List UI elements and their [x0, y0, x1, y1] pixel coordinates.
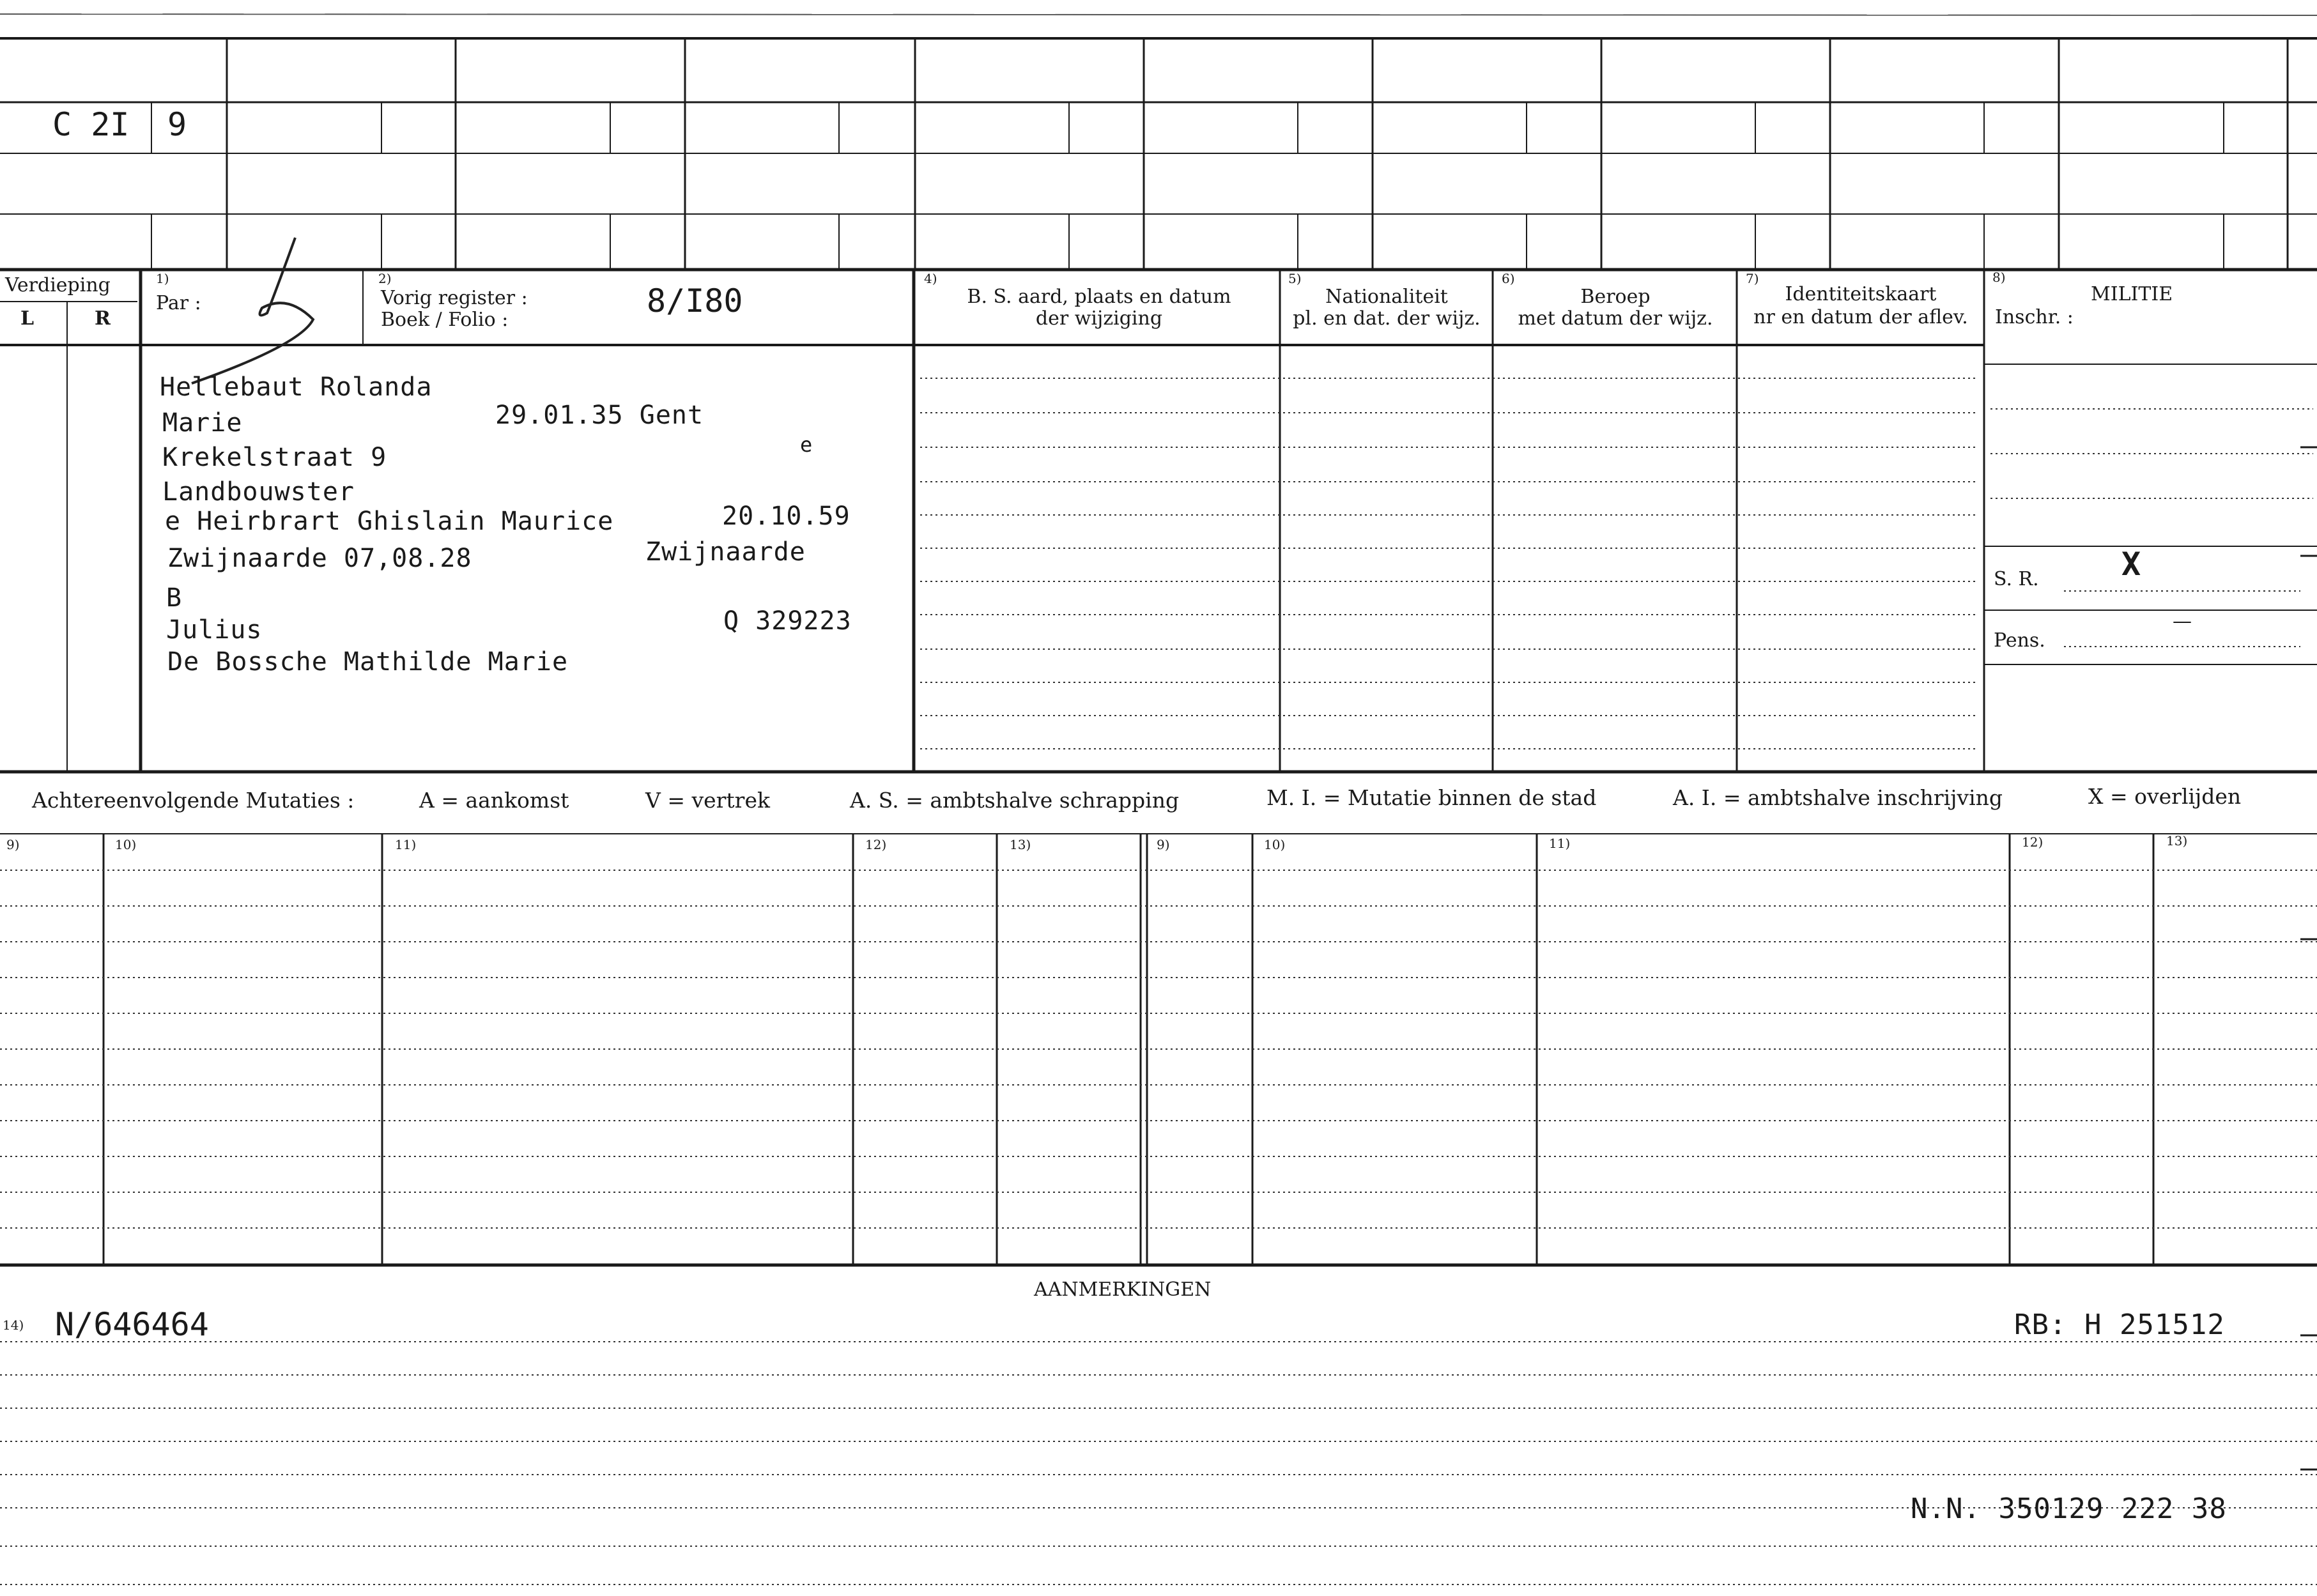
mutation-col-13: 13): [1010, 837, 1031, 852]
mutation-col-10: 10): [115, 837, 137, 852]
remarks-number: 14): [3, 1317, 24, 1333]
person-mark-e: e: [800, 433, 813, 457]
par-label: Par :: [156, 292, 201, 314]
inschrijving-label: Inschr. :: [1995, 306, 2074, 328]
remarks-national-number: N.N. 350129 222 38: [1911, 1492, 2227, 1525]
militie-label: MILITIE: [2091, 283, 2173, 305]
mutations-title: Achtereenvolgende Mutaties :: [32, 788, 355, 813]
legend-vertrek: V = vertrek: [645, 788, 770, 813]
vorig-register-label: Vorig register :: [381, 287, 528, 309]
remarks-title: AANMERKINGEN: [1034, 1278, 1212, 1301]
legend-mutatie-binnen-stad: M. I. = Mutatie binnen de stad: [1266, 785, 1597, 810]
spouse-name: e Heirbrart Ghislain Maurice: [165, 507, 614, 536]
identity-number: Q 329223: [723, 606, 852, 636]
nationaliteit-label-1: Nationaliteit: [1325, 286, 1448, 308]
militie-number: 8): [1992, 270, 2006, 285]
mother-name: De Bossche Mathilde Marie: [167, 647, 569, 677]
spouse-birth: Zwijnaarde 07,08.28: [167, 544, 472, 573]
person-mark-b: B: [166, 583, 183, 613]
verdieping-left: L: [20, 307, 35, 330]
boek-folio-label: Boek / Folio :: [381, 309, 509, 331]
verdieping-label: Verdieping: [5, 274, 111, 296]
identiteitskaart-label-2: nr en datum der aflev.: [1753, 306, 1968, 328]
mutation-col-10b: 10): [1264, 837, 1286, 852]
remarks-n-number: N/646464: [55, 1306, 209, 1343]
vorig-number: 2): [378, 271, 392, 286]
legend-ambtshalve-inschrijving: A. I. = ambtshalve inschrijving: [1673, 785, 2003, 810]
mutation-col-9: 9): [6, 837, 20, 852]
pens-label: Pens.: [1994, 629, 2045, 652]
father-name: Julius: [166, 615, 263, 645]
identiteitskaart-number: 7): [1746, 271, 1759, 286]
bs-label-1: B. S. aard, plaats en datum: [967, 286, 1231, 308]
pens-value: —: [2173, 610, 2192, 633]
nationaliteit-label-2: pl. en dat. der wijz.: [1293, 307, 1481, 330]
sr-value: X: [2121, 546, 2141, 583]
mutation-col-12b: 12): [2022, 834, 2044, 850]
marriage-place: Zwijnaarde: [645, 537, 806, 567]
verdieping-right: R: [95, 307, 111, 330]
bs-number: 4): [924, 271, 937, 286]
legend-overlijden: X = overlijden: [2088, 784, 2242, 809]
mutation-col-9b: 9): [1157, 837, 1170, 852]
mutation-col-11b: 11): [1549, 836, 1571, 851]
nationaliteit-number: 5): [1288, 271, 1302, 286]
person-birth: 29.01.35 Gent: [495, 401, 704, 430]
mutation-col-12: 12): [865, 837, 887, 852]
remarks-rb-number: RB: H 251512: [2014, 1308, 2225, 1341]
marriage-date: 20.10.59: [722, 502, 851, 531]
par-number: 1): [156, 271, 169, 286]
register-number: 9: [167, 106, 187, 143]
mutation-col-13b: 13): [2166, 833, 2188, 848]
person-address: Krekelstraat 9: [162, 443, 387, 472]
person-name: Hellebaut Rolanda: [160, 372, 433, 402]
register-code: C 2I: [52, 106, 130, 143]
mutation-col-11: 11): [395, 837, 417, 852]
person-occupation: Landbouwster: [162, 477, 355, 507]
sr-label: S. R.: [1994, 568, 2039, 590]
bs-label-2: der wijziging: [1035, 307, 1163, 330]
identiteitskaart-label-1: Identiteitskaart: [1785, 283, 1937, 305]
legend-ambtshalve-schrapping: A. S. = ambtshalve schrapping: [850, 788, 1180, 813]
handwritten-mark: [192, 238, 313, 383]
beroep-label-1: Beroep: [1580, 286, 1651, 308]
beroep-label-2: met datum der wijz.: [1518, 307, 1713, 330]
beroep-number: 6): [1502, 271, 1515, 286]
person-second-name: Marie: [162, 408, 243, 438]
vorig-register-value: 8/I80: [647, 282, 743, 319]
legend-aankomst: A = aankomst: [419, 788, 569, 813]
